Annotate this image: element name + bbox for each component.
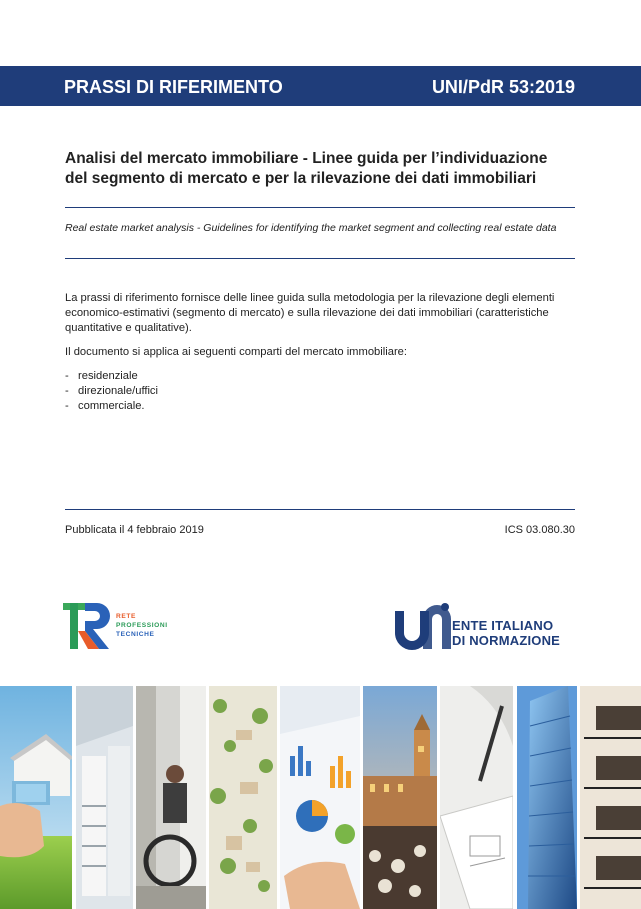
list-item: - commerciale. <box>65 400 145 412</box>
uni-line-1: ENTE ITALIANO <box>452 618 554 633</box>
divider-top <box>65 207 575 208</box>
photo-town-square <box>363 686 437 909</box>
ics-code: ICS 03.080.30 <box>504 524 575 536</box>
header-band <box>0 66 641 106</box>
abstract <box>65 291 580 414</box>
document-code: UNI/PdR 53:2019 <box>431 77 575 97</box>
document-title <box>65 149 580 189</box>
photo-charts <box>280 686 360 909</box>
photo-strip <box>0 686 641 909</box>
rpt-line-2: PROFESSIONI <box>116 622 168 629</box>
divider-after-english-title <box>65 258 575 259</box>
rpt-line-1: RETE <box>116 613 136 620</box>
publication-date: Pubblicata il 4 febbraio 2019 <box>65 524 204 536</box>
abstract-paragraph-2: Il documento si applica ai seguenti comparti del mercato immobiliare: <box>65 346 407 358</box>
document-type-label: PRASSI DI RIFERIMENTO <box>64 77 283 97</box>
title-line-1: Analisi del mercato immobiliare - Linee guida per l’individuazione <box>65 150 548 167</box>
title-line-2: del segmento di mercato e per la rilevazione dei dati immobiliari <box>65 170 537 187</box>
uni-logo-text <box>452 618 560 648</box>
photo-architect-drawing <box>440 686 513 909</box>
abstract-paragraph-1: La prassi di riferimento fornisce delle linee guida sulla metodologia per la rilevazione degli elementi economico-estimativi (segmento di mercato) e sulla rilevazione dei dati immobiliari (caratteristiche quantitative e qualitative). <box>65 292 555 334</box>
rpt-logo-text <box>116 612 168 639</box>
list-item-text: direzionale/uffici <box>78 385 159 397</box>
photo-glass-tower <box>517 686 577 909</box>
uni-logo <box>395 601 455 651</box>
sector-list <box>65 369 580 414</box>
list-item-text: commerciale. <box>78 400 145 412</box>
photo-urban-plan <box>209 686 277 909</box>
photo-house-model <box>0 686 74 909</box>
photo-white-building <box>76 686 133 909</box>
photo-balconies <box>580 686 641 909</box>
list-item: - residenziale <box>65 370 138 382</box>
list-item: - direzionale/uffici <box>65 385 159 397</box>
english-title: Real estate market analysis - Guidelines for identifying the market segment and collecting real estate data <box>65 222 557 234</box>
divider-bottom <box>65 509 575 510</box>
uni-line-2: DI NORMAZIONE <box>452 633 561 648</box>
rpt-line-3: TECNICHE <box>116 631 155 638</box>
list-item-text: residenziale <box>78 370 138 382</box>
photo-wheelchair <box>136 686 206 909</box>
